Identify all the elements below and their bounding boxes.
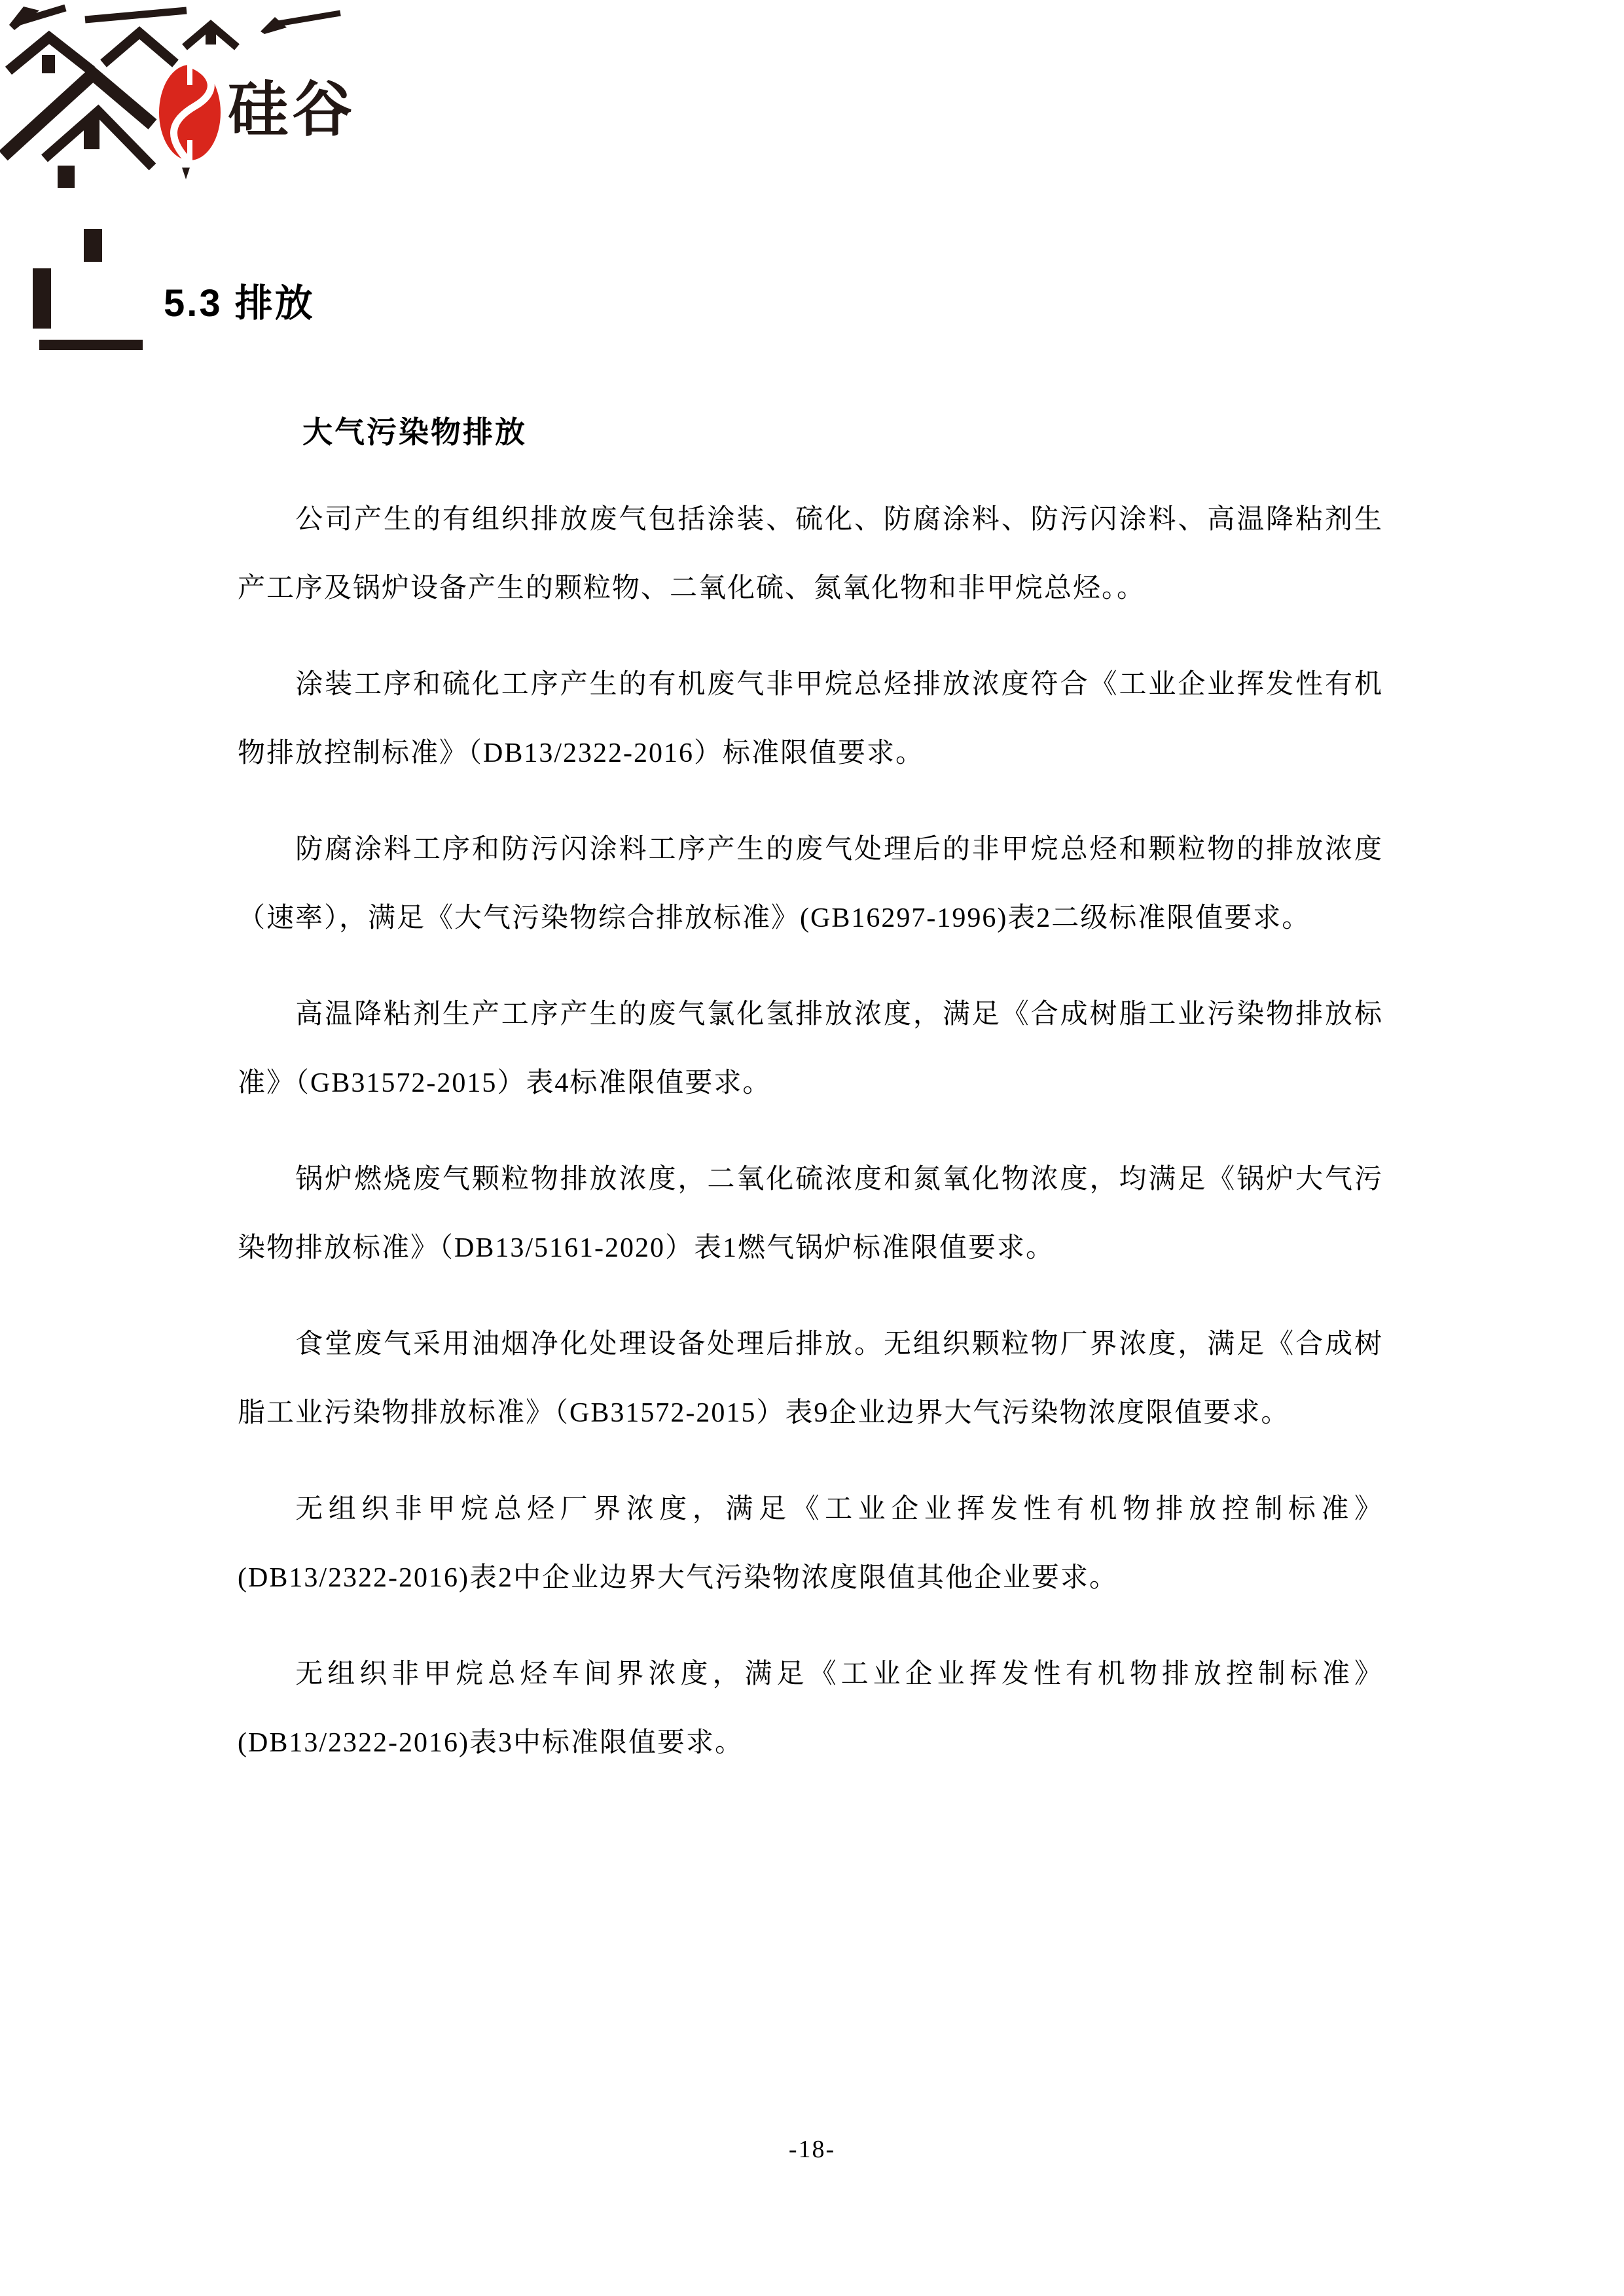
subsection-title: 大气污染物排放 — [302, 416, 527, 449]
logo-brand-text: 硅谷 — [228, 77, 357, 143]
page-number: -18- — [788, 2136, 836, 2163]
paragraph-5: 锅炉燃烧废气颗粒物排放浓度，二氧化硫浓度和氮氧化物浓度，均满足《锅炉大气污染物排放标准》（DB13/5161-2020）表1燃气锅炉标准限值要求。 — [238, 1164, 1383, 1263]
paragraph-2: 涂装工序和硫化工序产生的有机废气非甲烷总烃排放浓度符合《工业企业挥发性有机物排放控制标准》（DB13/2322-2016）标准限值要求。 — [238, 670, 1383, 768]
paragraph-3: 防腐涂料工序和防污闪涂料工序产生的废气处理后的非甲烷总烃和颗粒物的排放浓度（速率），满足《大气污染物综合排放标准》(GB16297-1996)表2二级标准限值要求。 — [238, 834, 1383, 933]
red-s-emblem-icon — [159, 63, 221, 162]
paragraph-4: 高温降粘剂生产工序产生的废气氯化氢排放浓度，满足《合成树脂工业污染物排放标准》（GB31572-2015）表4标准限值要求。 — [238, 999, 1383, 1098]
paragraph-1: 公司产生的有组织排放废气包括涂装、硫化、防腐涂料、防污闪涂料、高温降粘剂生产工序及锅炉设备产生的颗粒物、二氧化硫、氮氧化物和非甲烷总烃。。 — [238, 505, 1383, 603]
paragraph-8: 无组织非甲烷总烃车间界浓度，满足《工业企业挥发性有机物排放控制标准》(DB13/2322-2016)表3中标准限值要求。 — [238, 1659, 1383, 1758]
paragraph-7: 无组织非甲烷总烃厂界浓度，满足《工业企业挥发性有机物排放控制标准》(DB13/2322-2016)表2中企业边界大气污染物浓度限值其他企业要求。 — [238, 1494, 1383, 1593]
section-heading: 5.3 排放 — [164, 282, 315, 325]
paragraph-6: 食堂废气采用油烟净化处理设备处理后排放。无组织颗粒物厂界浓度，满足《合成树脂工业污染物排放标准》（GB31572-2015）表9企业边界大气污染物浓度限值要求。 — [238, 1329, 1383, 1428]
body-text — [238, 486, 1383, 1805]
